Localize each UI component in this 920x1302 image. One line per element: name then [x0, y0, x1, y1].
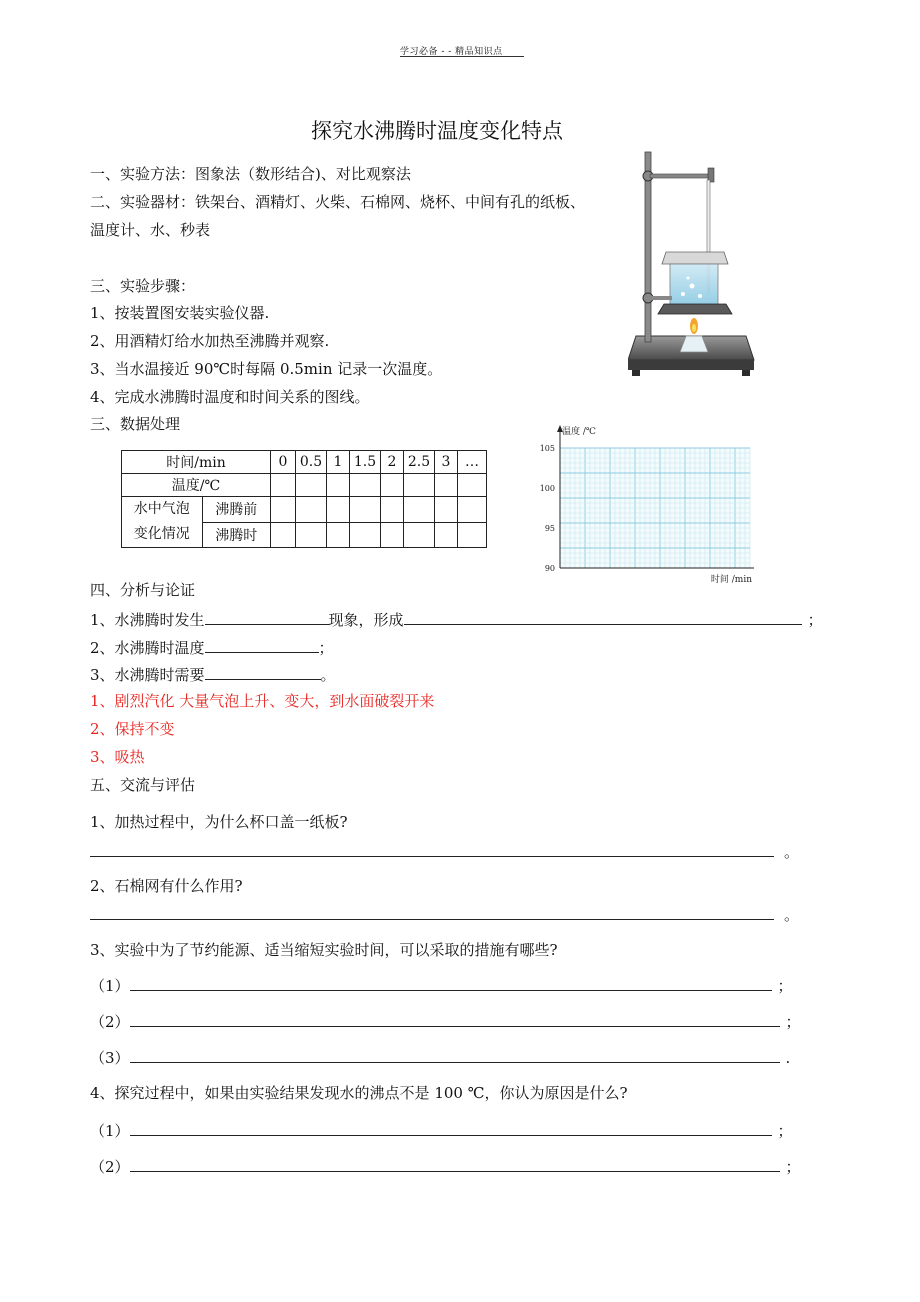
item-number: （2） [90, 1013, 130, 1031]
analysis-q2-prefix: 2、水沸腾时温度 [90, 639, 205, 657]
data-table [121, 450, 487, 548]
item-end: ； [777, 1122, 793, 1140]
header-rule [400, 56, 524, 57]
y-tick-label: 105 [539, 444, 555, 453]
input-cell[interactable] [296, 474, 327, 497]
discussion-q1-end: 。 [784, 843, 800, 861]
analysis-q2 [90, 636, 334, 658]
input-cell[interactable] [271, 474, 296, 497]
input-cell[interactable] [296, 522, 327, 548]
input-cell[interactable] [327, 497, 350, 523]
step-4: 4、完成水沸腾时温度和时间关系的图线。 [90, 388, 370, 406]
item-number: （2） [90, 1158, 130, 1176]
item-number: （3） [90, 1049, 130, 1067]
blank[interactable] [205, 663, 321, 680]
materials-line-2: 温度计、水、秒表 [90, 221, 211, 239]
blank[interactable] [205, 636, 319, 653]
input-cell[interactable] [435, 497, 458, 523]
y-tick-label: 90 [544, 564, 555, 573]
input-cell[interactable] [458, 497, 487, 523]
step-1: 1、按装置图安装实验仪器. [90, 304, 270, 322]
blank[interactable] [205, 608, 329, 625]
analysis-q1 [90, 608, 823, 630]
bubble-label [122, 497, 203, 548]
answer-line[interactable] [130, 974, 772, 991]
steps-title: 三、实验步骤： [90, 277, 196, 295]
during-label: 沸腾时 [202, 522, 270, 548]
materials-line-1: 二、实验器材：铁架台、酒精灯、火柴、石棉网、烧杯、中间有孔的纸板、 [90, 193, 586, 211]
time-cell: 2.5 [404, 451, 435, 474]
input-cell[interactable] [381, 497, 404, 523]
page-title: 探究水沸腾时温度变化特点 [311, 119, 563, 143]
discussion-q3-item-1 [90, 974, 793, 996]
discussion-title: 五、交流与评估 [90, 776, 196, 794]
item-number: （1） [90, 1122, 130, 1140]
answer-line[interactable] [130, 1010, 780, 1027]
temp-label: 温度/℃ [122, 474, 271, 497]
discussion-q4: 4、探究过程中，如果由实验结果发现水的沸点不是 100 ℃，你认为原因是什么? [90, 1084, 628, 1102]
x-axis-label: 时间 /min [710, 575, 752, 585]
item-end: . [785, 1049, 791, 1067]
input-cell[interactable] [350, 474, 381, 497]
bubble-label-line-1: 水中气泡 [133, 501, 190, 517]
answer-line[interactable] [130, 1119, 772, 1136]
step-3: 3、当水温接近 90℃时每隔 0.5min 记录一次温度。 [90, 360, 443, 378]
discussion-q2-answer [90, 903, 799, 925]
item-end: ； [777, 977, 793, 995]
discussion-q4-item-1 [90, 1119, 793, 1141]
input-cell[interactable] [271, 497, 296, 523]
time-cell: 0.5 [296, 451, 327, 474]
answer-1: 1、剧烈汽化 大量气泡上升、变大，到水面破裂开来 [90, 692, 435, 710]
discussion-q4-item-2 [90, 1155, 801, 1177]
input-cell[interactable] [458, 474, 487, 497]
temperature-grid-chart [530, 420, 760, 588]
discussion-q3-item-2 [90, 1010, 801, 1032]
before-label: 沸腾前 [202, 497, 270, 523]
bubble-label-line-2: 变化情况 [133, 526, 190, 542]
discussion-q2: 2、石棉网有什么作用? [90, 877, 243, 895]
analysis-q3-prefix: 3、水沸腾时需要 [90, 666, 205, 684]
input-cell[interactable] [327, 474, 350, 497]
step-2: 2、用酒精灯给水加热至沸腾并观察. [90, 332, 330, 350]
input-cell[interactable] [296, 497, 327, 523]
page-header: 学习必备 - - 精品知识点 [400, 47, 503, 57]
time-cell: 2 [381, 451, 404, 474]
analysis-q1-end: ； [807, 611, 823, 629]
y-tick-label: 100 [539, 484, 555, 493]
input-cell[interactable] [350, 497, 381, 523]
analysis-q1-prefix: 1、水沸腾时发生 [90, 611, 205, 629]
answer-line[interactable] [90, 903, 774, 920]
discussion-q3-item-3 [90, 1046, 790, 1068]
time-cell: 0 [271, 451, 296, 474]
analysis-title: 四、分析与论证 [90, 581, 196, 599]
input-cell[interactable] [404, 474, 435, 497]
data-title: 三、数据处理 [90, 415, 181, 433]
discussion-q1: 1、加热过程中，为什么杯口盖一纸板? [90, 813, 348, 831]
answer-line[interactable] [130, 1046, 780, 1063]
input-cell[interactable] [435, 474, 458, 497]
analysis-q3 [90, 663, 336, 685]
discussion-q1-answer [90, 840, 799, 862]
item-end: ； [785, 1013, 801, 1031]
answer-3: 3、吸热 [90, 748, 145, 766]
input-cell[interactable] [458, 522, 487, 548]
input-cell[interactable] [350, 522, 381, 548]
analysis-q2-end: ； [318, 639, 334, 657]
time-label: 时间/min [122, 451, 271, 474]
answer-2: 2、保持不变 [90, 720, 175, 738]
apparatus-illustration [628, 146, 758, 382]
y-tick-label: 95 [544, 524, 555, 533]
time-cell: 3 [435, 451, 458, 474]
discussion-q3: 3、实验中为了节约能源、适当缩短实验时间，可以采取的措施有哪些? [90, 941, 558, 959]
time-cell: 1 [327, 451, 350, 474]
input-cell[interactable] [327, 522, 350, 548]
blank[interactable] [404, 608, 802, 625]
method-line: 一、实验方法：图象法（数形结合)、对比观察法 [90, 165, 411, 183]
answer-line[interactable] [90, 840, 774, 857]
analysis-q1-middle: 现象，形成 [328, 611, 404, 629]
time-cell: 1.5 [350, 451, 381, 474]
input-cell[interactable] [381, 522, 404, 548]
discussion-q2-end: 。 [784, 906, 800, 924]
analysis-q3-end: 。 [320, 666, 336, 684]
item-number: （1） [90, 977, 130, 995]
input-cell[interactable] [435, 522, 458, 548]
input-cell[interactable] [381, 474, 404, 497]
y-axis-label: 温度 /℃ [562, 427, 596, 437]
input-cell[interactable] [271, 522, 296, 548]
input-cell[interactable] [404, 497, 435, 523]
item-end: ； [785, 1158, 801, 1176]
answer-line[interactable] [130, 1155, 780, 1172]
time-cell: … [458, 451, 487, 474]
input-cell[interactable] [404, 522, 435, 548]
